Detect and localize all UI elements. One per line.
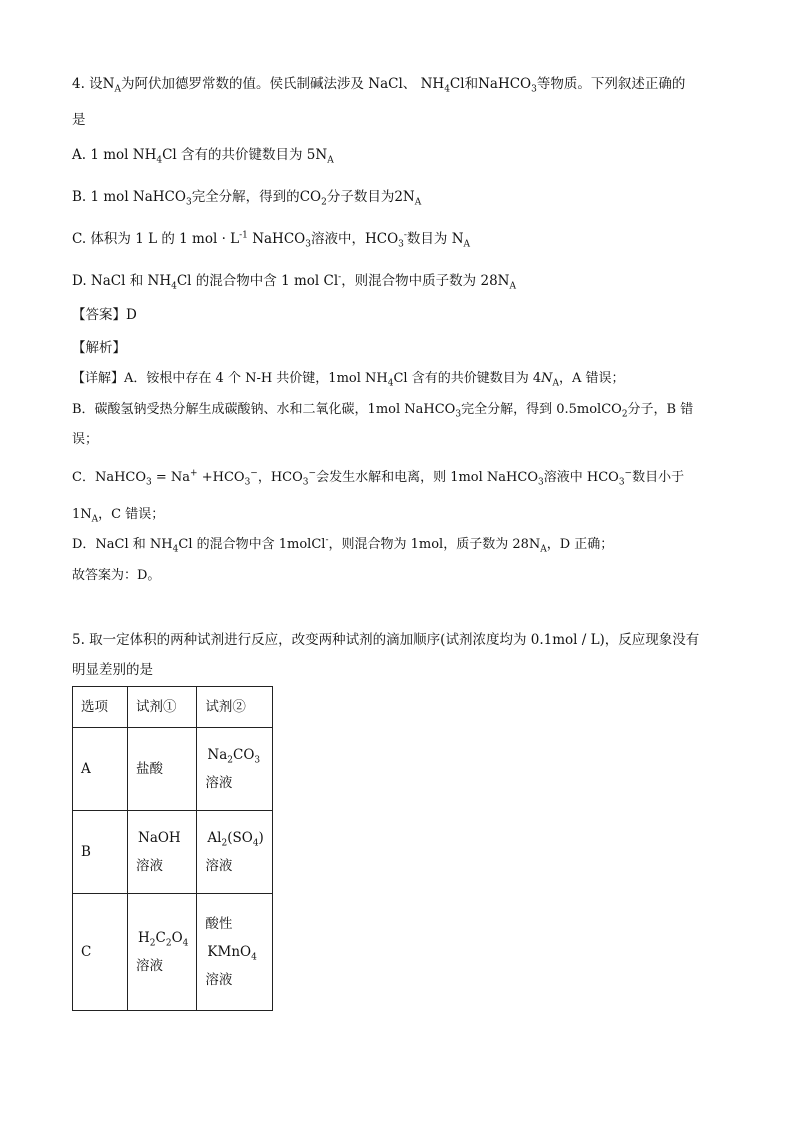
optD-text: D. NaCl 和 NH <box>72 273 172 289</box>
optD-text2: Cl 的混合物中含 1 mol Cl <box>176 273 339 289</box>
detail-c-sub6: A <box>91 514 99 525</box>
optD-sub2: A <box>509 281 516 292</box>
row-a-reagent1: 盐酸 <box>128 728 197 811</box>
detail-d-text: D．NaCl 和 NH <box>72 537 173 552</box>
q4-stem-tail: 等物质。下列叙述正确的 <box>536 76 686 92</box>
row-b-r2-d: 溶液 <box>205 858 233 874</box>
row-b-reagent2 <box>197 811 272 894</box>
row-c-r2-b: KMnO <box>207 944 252 960</box>
row-b-r1-a: NaOH <box>138 830 181 846</box>
row-b-r2-b: (SO <box>227 830 253 846</box>
row-c-r1-sub: 2 <box>149 938 156 949</box>
table-row <box>73 728 273 811</box>
answer-text: 【答案】D <box>72 307 137 323</box>
q4-option-a <box>72 145 734 165</box>
detail-b-tail: 误； <box>72 432 99 447</box>
row-c-r1-a: H <box>138 930 150 946</box>
detail-c-hco3: +HCO <box>197 470 245 485</box>
row-c-r1-c: O <box>171 930 183 946</box>
optA-sub: 4 <box>156 155 163 166</box>
optB-text: B. 1 mol NaHCO <box>72 189 186 205</box>
nacl: NaCl <box>368 76 403 92</box>
optC-sup2: - <box>403 230 407 241</box>
header-cell-reagent2: 试剂② <box>197 687 272 728</box>
detail-c-1na: 1N <box>72 507 92 522</box>
q4-option-b <box>72 187 734 207</box>
row-c-r1-b: C <box>155 930 166 946</box>
answer-line <box>72 305 734 325</box>
optB-sub: 3 <box>185 197 192 208</box>
row-c-r2-c: 溶液 <box>205 972 233 988</box>
detail-line-a <box>72 369 734 389</box>
row-c-r1-sub2: 2 <box>165 938 172 949</box>
row-c-r1-sub3: 4 <box>182 938 189 949</box>
optC-text2: NaHCO <box>247 231 306 247</box>
optC-sup: -1 <box>239 230 248 241</box>
detail-c-sup2: − <box>250 468 258 479</box>
detail-c-sub: 3 <box>146 477 152 488</box>
detail-c-text2: 会发生水解和电离，则 1mol NaHCO <box>316 470 538 485</box>
q4-stem-end: 是 <box>72 112 86 128</box>
table-header-row <box>73 687 273 728</box>
detail-label: 【详解】 <box>72 371 125 386</box>
row-a-r2-sub2: 3 <box>254 755 261 766</box>
q5-options-table <box>72 686 273 1011</box>
na-symbol: N <box>102 76 115 92</box>
detail-d-sub: 4 <box>172 544 179 555</box>
detail-a-text: A．铵根中存在 4 个 N-H 共价键，1mol NH <box>124 371 388 386</box>
header-cell-option: 选项 <box>73 687 128 728</box>
row-a-reagent2 <box>197 728 272 811</box>
detail-c-eq: = Na <box>151 470 191 485</box>
detail-d-text3: ，则混合物为 1mol，质子数为 28N <box>328 537 541 552</box>
optC-text3: 溶液中，HCO <box>310 231 399 247</box>
detail-c-text4: 数目小于 <box>632 470 685 485</box>
optA-sub2: A <box>327 155 334 166</box>
q5-stem-line2 <box>72 660 734 680</box>
detail-a-tail: ，A 错误； <box>559 371 625 386</box>
detail-d-tail: ，D 正确； <box>546 537 614 552</box>
row-b-option: B <box>73 811 128 894</box>
row-b-r2-c: ) <box>258 830 264 846</box>
nahco3-sub: 3 <box>531 84 537 95</box>
row-c-r2-sub: 4 <box>251 952 257 963</box>
detail-c-sub2: 3 <box>244 477 251 488</box>
detail-a-sub: 4 <box>387 378 394 389</box>
conclusion-line <box>72 566 734 586</box>
detail-d-sup: - <box>325 535 329 546</box>
q4-stem-line2 <box>72 110 734 130</box>
row-a-r2-a: Na <box>207 747 228 763</box>
detail-c-tail: ，C 错误； <box>98 507 165 522</box>
and: 和 <box>464 76 479 92</box>
detail-a-italic-n: N <box>541 371 553 386</box>
nh4cl-sub: 4 <box>444 84 450 95</box>
optB-2na: 2N <box>394 189 415 205</box>
nh4cl-b: Cl <box>449 76 465 92</box>
optB-sub3: A <box>414 197 422 208</box>
row-a-r2-b: CO <box>233 747 255 763</box>
detail-line-d <box>72 535 734 555</box>
q4-stem-line1 <box>72 74 734 94</box>
q4-number: 4. 设 <box>72 76 103 92</box>
header-cell-reagent1: 试剂① <box>128 687 197 728</box>
optC-sub2: 3 <box>398 239 404 250</box>
detail-a-sub2: A <box>552 378 559 389</box>
optA-text: A. 1 mol NH <box>72 147 157 163</box>
optD-sub: 4 <box>171 281 177 292</box>
nh4cl-a: NH <box>420 76 445 92</box>
conclusion-text: 故答案为：D。 <box>72 568 161 583</box>
analysis-heading <box>72 338 734 358</box>
row-b-r2-sub: 2 <box>221 838 228 849</box>
detail-c-text3: 溶液中 HCO <box>543 470 619 485</box>
detail-c-sub4: 3 <box>538 477 544 488</box>
nahco3: NaHCO <box>478 76 532 92</box>
detail-line-b <box>72 400 734 420</box>
optD-sup: - <box>338 272 342 283</box>
row-a-r2-c: 溶液 <box>205 775 233 791</box>
analysis-text: 【解析】 <box>72 340 126 356</box>
q5-stem-text: 5. 取一定体积的两种试剂进行反应，改变两种试剂的滴加顺序(试剂浓度均为 0.1mol / L)，反应现象没有 <box>72 632 700 648</box>
optB-sub2: 2 <box>321 197 327 208</box>
detail-line-c2 <box>72 505 734 525</box>
detail-c-sub3: 3 <box>302 477 309 488</box>
detail-d-text2: Cl 的混合物中含 1molCl <box>178 537 326 552</box>
row-b-r2-sub2: 4 <box>252 838 259 849</box>
detail-b-text3: 分子，B 错 <box>627 402 694 417</box>
detail-b-sub: 3 <box>455 409 462 420</box>
optC-text: C. 体积为 1 L 的 1 mol · L <box>72 231 240 247</box>
q4-stem-text: 为阿伏加德罗常数的值。侯氏制碱法涉及 <box>120 76 364 92</box>
row-c-r1-d: 溶液 <box>136 958 163 974</box>
detail-line-b2 <box>72 430 734 450</box>
row-c-r2-a: 酸性 <box>205 916 233 932</box>
detail-c-text: C．NaHCO <box>72 470 147 485</box>
q5-stem-end: 明显差别的是 <box>72 662 153 678</box>
table-row <box>73 811 273 894</box>
detail-a-text2: Cl 含有的共价键数目为 4 <box>393 371 542 386</box>
detail-b-sub2: 2 <box>621 409 628 420</box>
row-a-r2-sub: 2 <box>227 755 234 766</box>
row-a-option: A <box>73 728 128 811</box>
detail-line-c <box>72 468 734 488</box>
detail-c-sup3: − <box>308 468 317 479</box>
detail-d-sub2: A <box>540 544 547 555</box>
optB-text2: 完全分解，得到的 <box>191 189 300 205</box>
detail-c-sub5: 3 <box>618 477 625 488</box>
row-c-option: C <box>73 894 128 1011</box>
detail-c-sup5: − <box>624 468 633 479</box>
detail-b-text2: 完全分解，得到 0.5molCO <box>461 402 622 417</box>
sep: 、 <box>402 76 417 92</box>
row-b-r1-b: 溶液 <box>136 858 163 874</box>
optC-text4: 数目为 N <box>406 231 464 247</box>
table-row <box>73 894 273 1011</box>
optC-sub3: A <box>463 239 471 250</box>
na-sub: A <box>114 84 121 95</box>
q4-option-c <box>72 229 734 249</box>
optB-text3: 分子数目为 <box>326 189 395 205</box>
q4-option-d <box>72 271 734 291</box>
q5-stem-line1 <box>72 630 734 650</box>
optB-co2: CO <box>299 189 322 205</box>
optD-text3: ，则混合物中质子数为 28N <box>341 273 510 289</box>
detail-b-text: B．碳酸氢钠受热分解生成碳酸钠、水和二氧化碳，1mol NaHCO <box>72 402 456 417</box>
optA-text2: Cl 含有的共价键数目为 5N <box>162 147 328 163</box>
detail-c-hco3-b: ，HCO <box>257 470 303 485</box>
detail-c-sup: + <box>190 468 198 479</box>
row-b-reagent1 <box>128 811 197 894</box>
row-c-reagent1 <box>128 894 197 1011</box>
row-c-reagent2 <box>197 894 272 1011</box>
optC-sub: 3 <box>305 239 311 250</box>
row-b-r2-a: Al <box>207 830 222 846</box>
